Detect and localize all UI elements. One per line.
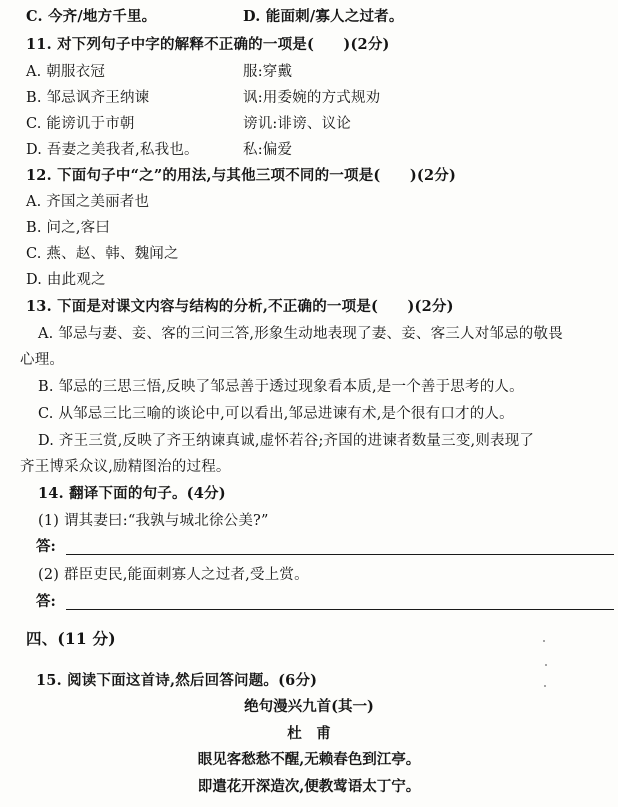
poem-line-1: 眼见客愁愁不醒,无赖春色到江亭。	[197, 751, 421, 768]
q15-stem: 15. 阅读下面这首诗,然后回答问题。(6分)	[36, 672, 318, 689]
answer-label: 答:	[36, 538, 56, 555]
q12-option-b: B. 问之,客曰	[26, 220, 111, 236]
q10-option-c: C. 今齐/地方千里。	[26, 8, 157, 25]
q12-stem: 12. 下面句子中“之”的用法,与其他三项不同的一项是( )(2分)	[26, 167, 457, 184]
q11-option-d: D. 吾妻之美我者,私我也。	[26, 142, 199, 158]
q11-option-a-gloss: 服:穿戴	[243, 64, 293, 80]
poem-line-2: 即遣花开深造次,便教莺语太丁宁。	[197, 778, 421, 795]
answer-underline	[66, 554, 614, 555]
q11-option-c: C. 能谤讥于市朝	[26, 116, 135, 132]
poem-author: 杜 甫	[287, 725, 331, 742]
scan-speck	[545, 664, 547, 666]
q12-option-a: A. 齐国之美丽者也	[26, 194, 150, 210]
q13-option-a: A. 邹忌与妻、妾、客的三问三答,形象生动地表现了妻、妾、客三人对邹忌的敬畏	[38, 326, 563, 342]
q13-option-a-continued: 心理。	[20, 352, 65, 368]
scan-speck	[544, 685, 546, 687]
answer-label: 答:	[36, 593, 56, 610]
q13-option-b: B. 邹忌的三思三悟,反映了邹忌善于透过现象看本质,是一个善于思考的人。	[38, 379, 524, 395]
section-4-heading: 四、(11 分)	[26, 629, 116, 648]
q13-option-d: D. 齐王三赏,反映了齐王纳谏真诚,虚怀若谷;齐国的进谏者数量三变,则表现了	[38, 433, 535, 449]
q11-option-d-gloss: 私:偏爱	[243, 142, 293, 158]
q11-stem: 11. 对下列句子中字的解释不正确的一项是( )(2分)	[26, 36, 390, 53]
q14-sentence-2: (2) 群臣吏民,能面刺寡人之过者,受上赏。	[38, 567, 309, 583]
q14-answer-line-1[interactable]	[36, 537, 614, 559]
q11-option-a: A. 朝服衣冠	[26, 64, 106, 80]
q11-option-c-gloss: 谤讥:诽谤、议论	[243, 116, 351, 132]
q12-option-d: D. 由此观之	[26, 272, 106, 288]
q13-option-d-continued: 齐王博采众议,励精图治的过程。	[20, 459, 231, 475]
q14-answer-line-2[interactable]	[36, 592, 614, 614]
q13-stem: 13. 下面是对课文内容与结构的分析,不正确的一项是( )(2分)	[26, 298, 454, 315]
q14-stem: 14. 翻译下面的句子。(4分)	[38, 485, 226, 502]
answer-underline	[66, 609, 614, 610]
q11-option-b: B. 邹忌讽齐王纳谏	[26, 90, 150, 106]
q12-option-c: C. 燕、赵、韩、魏闻之	[26, 246, 179, 262]
q14-sentence-1: (1) 谓其妻曰:“我孰与城北徐公美?”	[38, 513, 269, 529]
q11-option-b-gloss: 讽:用委婉的方式规劝	[243, 90, 381, 106]
scan-speck	[543, 640, 545, 642]
q10-option-d: D. 能面刺/寡人之过者。	[243, 8, 404, 25]
poem-title: 绝句漫兴九首(其一)	[244, 698, 374, 715]
q13-option-c: C. 从邹忌三比三喻的谈论中,可以看出,邹忌进谏有术,是个很有口才的人。	[38, 406, 514, 422]
